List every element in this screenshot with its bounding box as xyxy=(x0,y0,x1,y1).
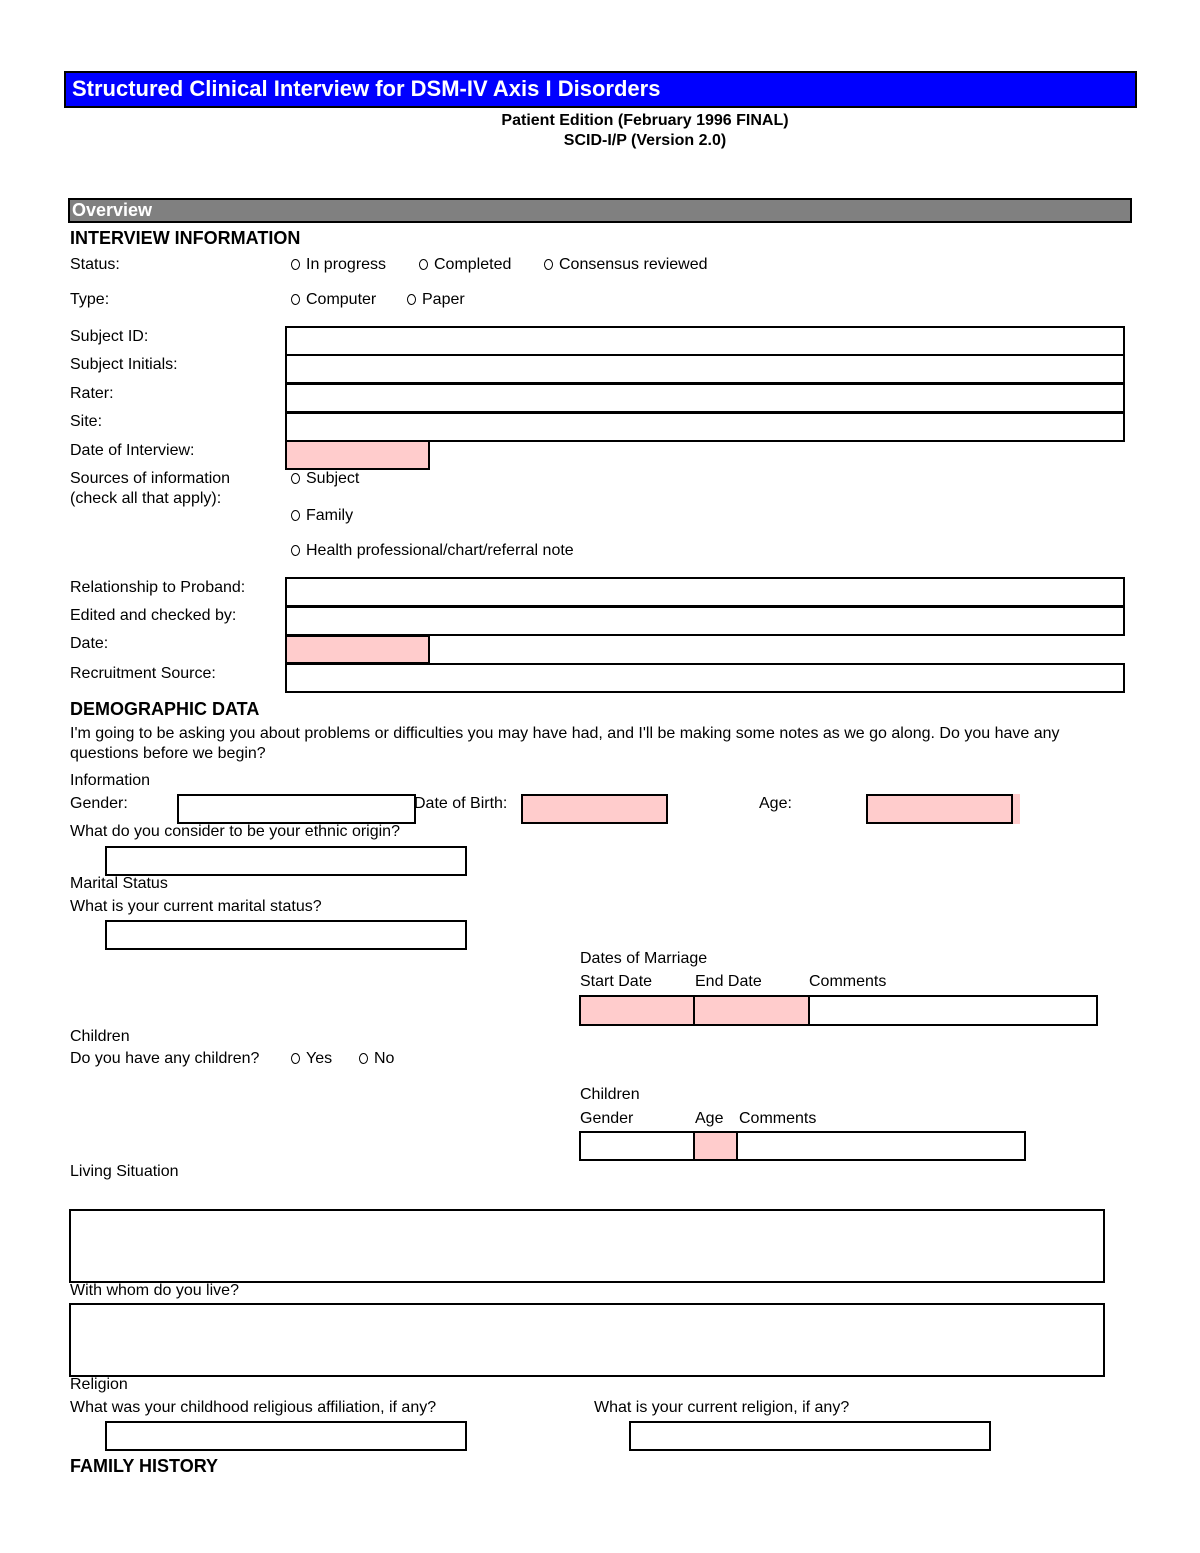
rater-field[interactable] xyxy=(285,383,1125,413)
children-table-heading: Children xyxy=(580,1086,640,1103)
marriage-comments-field[interactable] xyxy=(808,995,1098,1026)
information-heading: Information xyxy=(70,772,151,789)
gender-field[interactable] xyxy=(177,794,416,824)
children-age-header: Age xyxy=(695,1110,724,1127)
marital-status-heading: Marital Status xyxy=(70,875,168,892)
childhood-religion-field[interactable] xyxy=(105,1421,467,1451)
date-field[interactable] xyxy=(285,635,430,664)
radio-circle-icon xyxy=(419,259,428,270)
live-with-question: With whom do you live? xyxy=(70,1282,239,1299)
status-completed-radio[interactable]: Completed xyxy=(419,256,511,274)
status-in-progress-radio[interactable]: In progress xyxy=(291,256,386,274)
current-religion-question: What is your current religion, if any? xyxy=(594,1399,850,1416)
marriage-start-date-field[interactable] xyxy=(579,995,696,1026)
family-history-heading: FAMILY HISTORY xyxy=(70,1456,219,1476)
marital-status-question: What is your current marital status? xyxy=(70,898,322,915)
dates-of-marriage-heading: Dates of Marriage xyxy=(580,950,708,967)
children-age-field[interactable] xyxy=(693,1131,739,1161)
date-of-birth-field[interactable] xyxy=(521,794,668,824)
subject-initials-label: Subject Initials: xyxy=(70,356,178,373)
radio-circle-icon xyxy=(291,259,300,270)
edited-by-label: Edited and checked by: xyxy=(70,607,237,624)
children-question: Do you have any children? xyxy=(70,1050,260,1067)
demographic-data-heading: DEMOGRAPHIC DATA xyxy=(70,699,260,719)
relationship-field[interactable] xyxy=(285,577,1125,607)
sources-label: Sources of information xyxy=(70,470,231,487)
recruitment-source-field[interactable] xyxy=(285,663,1125,693)
radio-circle-icon xyxy=(291,510,300,521)
radio-circle-icon xyxy=(291,545,300,556)
ethnic-origin-field[interactable] xyxy=(105,846,467,876)
ethnic-origin-question: What do you consider to be your ethnic origin? xyxy=(70,823,400,840)
date-of-interview-field[interactable] xyxy=(285,440,430,470)
overview-section-bar: Overview xyxy=(68,198,1132,223)
form-title: Structured Clinical Interview for DSM-IV Axis I Disorders xyxy=(64,71,1137,108)
site-label: Site: xyxy=(70,413,103,430)
type-computer-radio[interactable]: Computer xyxy=(291,291,376,309)
marriage-end-date-header: End Date xyxy=(695,973,762,990)
marriage-end-date-field[interactable] xyxy=(693,995,811,1026)
edited-by-field[interactable] xyxy=(285,606,1125,636)
age-field[interactable] xyxy=(866,794,1013,824)
gender-label: Gender: xyxy=(70,795,128,812)
age-field-overflow xyxy=(1013,794,1020,824)
radio-circle-icon xyxy=(291,1053,300,1064)
type-label: Type: xyxy=(70,291,110,308)
marital-status-field[interactable] xyxy=(105,920,467,950)
children-heading: Children xyxy=(70,1028,130,1045)
status-label: Status: xyxy=(70,256,120,273)
age-label: Age: xyxy=(759,795,792,812)
subtitle-edition: Patient Edition (February 1996 FINAL) xyxy=(501,112,789,129)
radio-circle-icon xyxy=(407,294,416,305)
date-label: Date: xyxy=(70,635,109,652)
religion-heading: Religion xyxy=(70,1376,128,1393)
living-situation-field[interactable] xyxy=(69,1209,1105,1283)
sources-label-note: (check all that apply): xyxy=(70,490,222,507)
interview-information-heading: INTERVIEW INFORMATION xyxy=(70,228,301,248)
source-health-professional-checkbox[interactable]: Health professional/chart/referral note xyxy=(291,542,574,560)
radio-circle-icon xyxy=(291,294,300,305)
date-of-birth-label: Date of Birth: xyxy=(414,795,508,812)
children-yes-radio[interactable]: Yes xyxy=(291,1050,332,1068)
source-family-checkbox[interactable]: Family xyxy=(291,507,353,525)
radio-circle-icon xyxy=(544,259,553,270)
children-gender-field[interactable] xyxy=(579,1131,696,1161)
current-religion-field[interactable] xyxy=(629,1421,991,1451)
marriage-comments-header: Comments xyxy=(809,973,887,990)
subtitle-version: SCID-I/P (Version 2.0) xyxy=(563,132,727,149)
live-with-field[interactable] xyxy=(69,1303,1105,1377)
recruitment-source-label: Recruitment Source: xyxy=(70,665,216,682)
site-field[interactable] xyxy=(285,412,1125,442)
subject-initials-field[interactable] xyxy=(285,354,1125,384)
radio-circle-icon xyxy=(291,473,300,484)
children-gender-header: Gender xyxy=(580,1110,634,1127)
relationship-label: Relationship to Proband: xyxy=(70,579,246,596)
children-comments-header: Comments xyxy=(739,1110,817,1127)
rater-label: Rater: xyxy=(70,385,114,402)
source-subject-checkbox[interactable]: Subject xyxy=(291,470,359,488)
radio-circle-icon xyxy=(359,1053,368,1064)
type-paper-radio[interactable]: Paper xyxy=(407,291,465,309)
childhood-religion-question: What was your childhood religious affiliation, if any? xyxy=(70,1399,437,1416)
marriage-start-date-header: Start Date xyxy=(580,973,653,990)
date-of-interview-label: Date of Interview: xyxy=(70,442,195,459)
children-no-radio[interactable]: No xyxy=(359,1050,394,1068)
children-comments-field[interactable] xyxy=(736,1131,1026,1161)
living-situation-heading: Living Situation xyxy=(70,1163,179,1180)
status-consensus-reviewed-radio[interactable]: Consensus reviewed xyxy=(544,256,708,274)
subject-id-field[interactable] xyxy=(285,326,1125,356)
subject-id-label: Subject ID: xyxy=(70,328,149,345)
intro-text: I'm going to be asking you about problems or difficulties you may have had, and I'll be making some notes as we go along. Do you have any questions before we begin? xyxy=(70,725,1060,762)
